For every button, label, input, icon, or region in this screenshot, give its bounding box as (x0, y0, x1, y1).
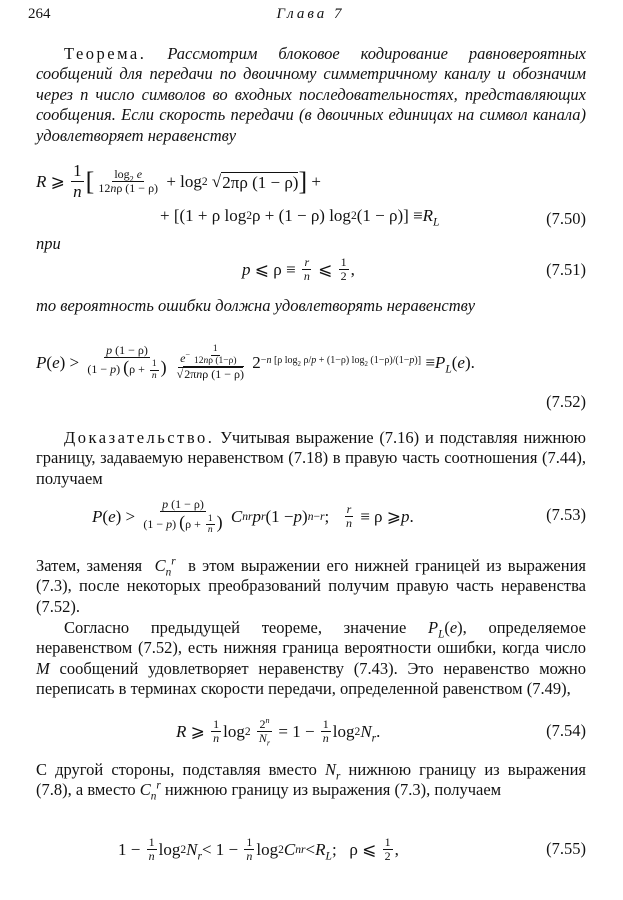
running-head: Глава 7 (276, 6, 345, 22)
proof-label: Доказательство. (64, 428, 215, 447)
equation-number: (7.50) (546, 209, 586, 228)
equation-7-52-number-line (36, 392, 586, 414)
equation-7-50-line2: + [(1 + ρ log 2 ρ + (1 − ρ) log 2 (1 − ρ)] ≡ $R_L$ (7.50) (160, 206, 586, 229)
equation-7-52: P ( e ) > p (1 − ρ) (1 − p) (ρ + $\frac{1}{n}$ ) $e^{- \frac{1}{12n\rho (1-\rho)}}$ √2πnρ (1 − ρ) 2 −n [ρ $\log_2 \rho/p + (1-\rho)$ $\log_2 (1-\rho)/(1-p)$] ≡ $P_L$ ( e ). (36, 343, 475, 381)
equation-7-54: R ⩾ $\frac{1}{n}$ log 2 $\frac{2^n}{N_r}$ = 1 − $\frac{1}{n}$ log 2 $N_r$ . (7.54) (176, 716, 586, 748)
equation-7-55: 1 − $\frac{1}{n}$ log 2 $N_r$ < 1 − $\frac{1}{n}$ log 2 C n r < $R_L$ ; ρ ⩽ $\frac{1}{2}$ , (7.55) (118, 835, 586, 864)
word-pri: при (36, 234, 61, 253)
equation-7-53: P ( e ) > p (1 − ρ) (1 − p) (ρ + $\frac{1}{n}$ ) C n r p r (1 − p ) n−r ; $\frac{r}{n}$ ≡ ρ ⩾ p . (7.53) (92, 496, 586, 536)
equation-number: (7.55) (546, 839, 586, 858)
equation-number: (7.53) (546, 505, 586, 524)
theorem-label: Теорема. (64, 44, 147, 63)
equation-number: (7.52) (546, 392, 586, 411)
equation-7-51: p ⩽ ρ ≡ $\frac{r}{n}$ ⩽ $\frac{1}{2}$ , (7.51) (242, 255, 586, 284)
paragraph-bound: Согласно предыдущей теореме, значение $P_L(e)$, определяемое неравенством (7.52), есть нижняя граница вероятности ошибки, когда число M сообщений удовлетворяет неравенству (7.43). Это неравенство можно переписать в терминах скорости передачи, определенной равенством (7.49), (36, 618, 587, 699)
page-header (28, 6, 593, 28)
proof-text: Учитывая выражение (7.16) и подставляя нижнюю границу, задаваемую неравенством (7.18) в правую часть соотношения (7.44), получаем (36, 428, 586, 488)
paragraph-replace: Затем, заменяя $C_n^r$ в этом выражении его нижней границей из выражения (7.3), после некоторых преобразований получим правую часть неравенства (7.52). (36, 555, 586, 616)
then-text: то вероятность ошибки должна удовлетворять неравенству (36, 296, 476, 315)
equation-7-50-line1: R ⩾ $\frac{1}{n}$ [ $\frac{\log_2 e}{12n\rho (1 - \rho)}$ + log 2 √ 2πρ (1 − ρ) ] + (36, 161, 321, 202)
theorem-text: Рассмотрим блоковое кодирование равновероятных сообщений для передачи по двоичному симметричному каналу и обозначим через n число символов во входных последовательностях, представляющих сообщения. Если скорость передачи (в двоичных единицах на символ канала) удовлетворяет неравенству (36, 44, 586, 145)
equation-number: (7.51) (546, 260, 586, 279)
paragraph-other-side: С другой стороны, подставляя вместо $N_r$ нижнюю границу из выражения (7.8), а вместо $C_n^r$ нижнюю границу из выражения (7.3), получаем (36, 760, 587, 803)
page-number: 264 (28, 6, 51, 22)
theorem-paragraph (36, 44, 586, 146)
equation-number: (7.54) (546, 721, 586, 740)
proof-paragraph (36, 428, 586, 489)
